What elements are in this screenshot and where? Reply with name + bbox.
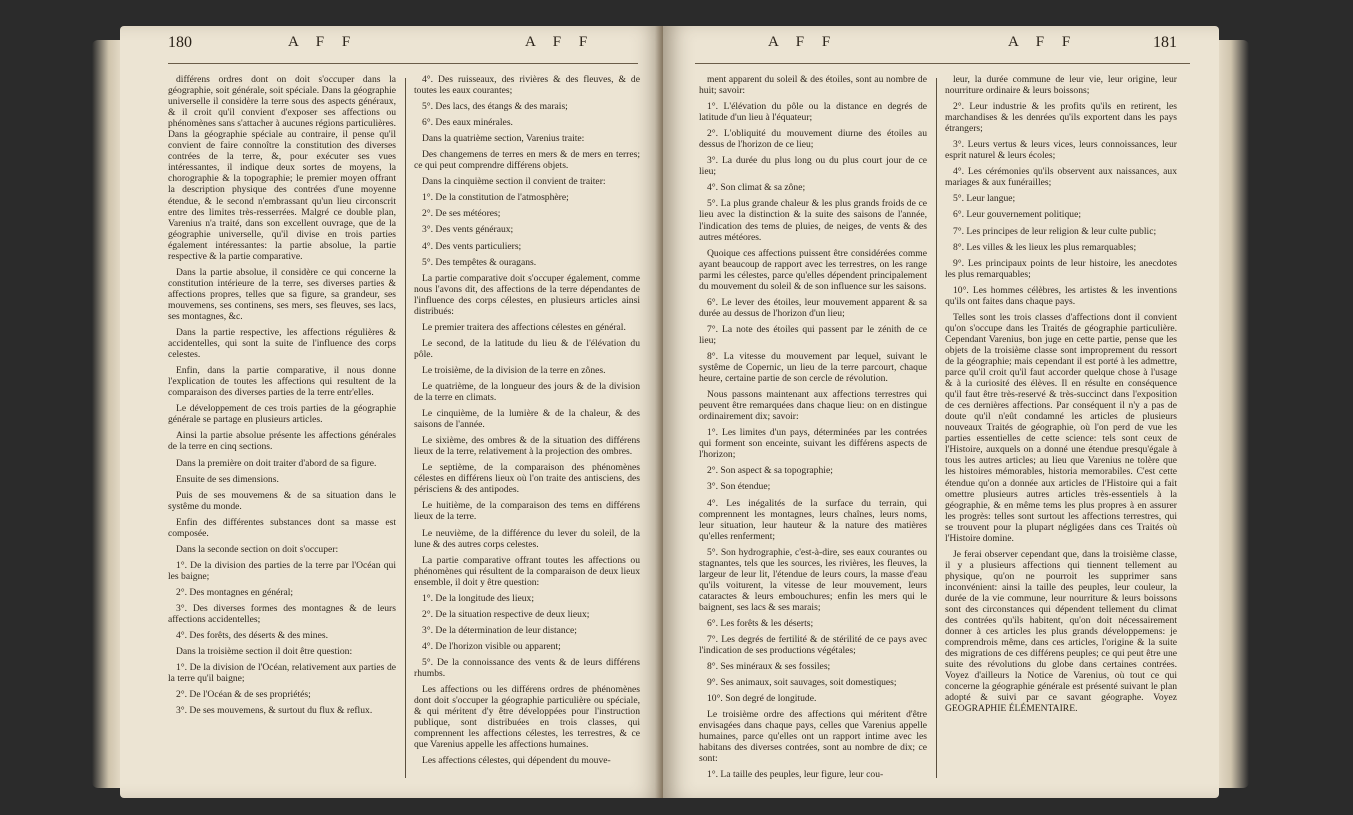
paragraph: 2°. Des montagnes en général;	[176, 586, 294, 598]
column-rule	[936, 78, 937, 778]
paragraph: 4°. De l'horizon visible ou apparent;	[422, 640, 561, 652]
paragraph: Le quatrième, de la longueur des jours & de la division de la terre en climats.	[414, 380, 640, 404]
paragraph: Les affections célestes, qui dépendent du mouve-	[422, 755, 611, 767]
paragraph: 1°. Les limites d'un pays, déterminées par les contrées qui forment son enceinte, suivant les différens aspects de l'horizon;	[699, 427, 927, 461]
paragraph: Dans la partie absolue, il considère ce qui concerne la constitution intérieure de la terre, ses diverses parties & affections propres, telles que sa figure, sa grandeur, ses mouvemens, ses continens, ses mers, ses fleuves, ses lacs, ses montagnes, &c.	[168, 266, 396, 322]
text-column-2	[414, 74, 640, 771]
paragraph: 9°. Ses animaux, soit sauvages, soit domestiques;	[707, 677, 897, 689]
paragraph: 6°. Des eaux minérales.	[422, 117, 513, 129]
paragraph: 8°. La vitesse du mouvement par lequel, suivant le systême de Copernic, un lieu de la terre parcourt, chaque heure, certaine partie de son cercle de révolution.	[699, 350, 927, 385]
paragraph: 5°. De la connoissance des vents & de leurs différens rhumbs.	[414, 656, 640, 679]
paragraph: Les affections ou les différens ordres de phénomènes dont doit s'occuper la géographie particulière ou spéciale, & qui méritent d'y être développées pour l'instruction publique, sont distribuées en trois classes, qui comprennent les affections célestes, les terrestres, & ce que Varenius appelle les affections humaines.	[414, 684, 640, 751]
paragraph: 5°. Leur langue;	[953, 193, 1016, 205]
right-page	[663, 26, 1219, 798]
paragraph: 7°. Les degrés de fertilité & de stérilité de ce pays avec l'indication de ses productions végétales;	[699, 634, 927, 657]
paragraph: Dans la seconde section on doit s'occuper:	[176, 543, 339, 555]
paragraph: Nous passons maintenant aux affections terrestres qui peuvent être remarquées dans chaque lieu: on en distingue ordinairement dix; savoir:	[699, 389, 927, 423]
paragraph: Enfin, dans la partie comparative, il nous donne l'explication de toutes les affections qui resultent de la comparaison des diverses parties de la terre entr'elles.	[168, 365, 396, 399]
paragraph: 3°. Des diverses formes des montagnes & de leurs affections accidentelles;	[168, 602, 396, 626]
paragraph: 3°. De la détermination de leur distance;	[422, 624, 577, 636]
paragraph: Le huitième, de la comparaison des tems en différens lieux de la terre.	[414, 500, 640, 523]
paragraph: 8°. Les villes & les lieux les plus remarquables;	[953, 241, 1137, 253]
header-rule	[695, 63, 1190, 64]
running-head: A F F	[768, 34, 838, 50]
page-number: 181	[1153, 34, 1177, 51]
paragraph: 7°. Les principes de leur religion & leur culte public;	[953, 225, 1157, 237]
paragraph: 5°. Son hydrographie, c'est-à-dire, ses eaux courantes ou stagnantes, tels que les sources, les rivières, les fleuves, la largeur de leur lit, l'étendue de leurs cours, la masse d'eau qu'ils voiturent, la vitesse de leur mouvement, leurs cataractes & leurs embouchures; enfin les mers qui le baignent, ses lacs & ses marais;	[699, 546, 927, 613]
paragraph: 3°. Leurs vertus & leurs vices, leurs connoissances, leur esprit naturel & leurs écoles;	[945, 139, 1177, 162]
text-column-1	[168, 74, 396, 721]
column-rule	[405, 78, 406, 778]
text-column-1	[699, 74, 927, 786]
paragraph: La partie comparative doit s'occuper également, comme nous l'avons dit, des affections de la terre dépendantes de l'influence des corps célestes, en plusieurs articles ainsi distribués:	[414, 272, 640, 317]
paragraph: 2°. Son aspect & sa topographie;	[707, 465, 833, 477]
paragraph: Le troisième ordre des affections qui méritent d'être envisagées dans chaque pays, celles que Varenius appelle humaines, parce qu'elles ont un rapport intime avec les habitans des diverses contrées, sont au nombre de dix; ce sont:	[699, 709, 927, 765]
left-page	[120, 26, 663, 798]
paragraph: 1°. La taille des peuples, leur figure, leur cou-	[707, 769, 884, 781]
paragraph: 3°. De ses mouvemens, & surtout du flux & reflux.	[176, 705, 373, 717]
paragraph: 7°. La note des étoiles qui passent par le zénith de ce lieu;	[699, 323, 927, 346]
paragraph: Puis de ses mouvemens & de sa situation dans le systême du monde.	[168, 489, 396, 512]
paragraph: 3°. La durée du plus long ou du plus court jour de ce lieu;	[699, 155, 927, 178]
paragraph: Dans la quatrième section, Varenius traite:	[422, 133, 585, 145]
paragraph: Le sixième, des ombres & de la situation des différens lieux de la terre, relativement à la projection des ombres.	[414, 435, 640, 458]
paragraph: 2°. Leur industrie & les profits qu'ils en retirent, les marchandises & les denrées qu'ils exportent dans les pays étrangers;	[945, 101, 1177, 135]
paragraph: 1°. De la division des parties de la terre par l'Océan qui les baigne;	[168, 559, 396, 582]
right-page-header	[663, 34, 1219, 58]
paragraph: 4°. Les cérémonies qu'ils observent aux naissances, aux mariages & aux funérailles;	[945, 166, 1177, 189]
paragraph: Le premier traitera des affections célestes en général.	[422, 321, 626, 333]
paragraph: Le cinquième, de la lumière & de la chaleur, & des saisons de l'année.	[414, 408, 640, 431]
paragraph: 4°. Des ruisseaux, des rivières & des fleuves, & de toutes les eaux courantes;	[414, 74, 640, 97]
running-head: A F F	[288, 34, 358, 50]
paragraph: 5°. Des tempêtes & ouragans.	[422, 256, 537, 268]
paragraph: Le septième, de la comparaison des phénomènes célestes en différens lieux où l'on traite des antisciens, des périsciens & des antipodes.	[414, 462, 640, 496]
paragraph: Des changemens de terres en mers & de mers en terres; ce qui peut comprendre différens objets.	[414, 149, 640, 172]
paragraph: Dans la cinquième section il convient de traiter:	[422, 176, 606, 188]
paragraph: 1°. De la longitude des lieux;	[422, 592, 535, 604]
paragraph: 5°. La plus grande chaleur & les plus grands froids de ce lieu avec la distinction & la suite des saisons de l'année, l'indication des tems de pluies, de neiges, de vents & des autres météores.	[699, 198, 927, 243]
paragraph: Ainsi la partie absolue présente les affections générales de la terre en cinq sections.	[168, 430, 396, 453]
header-rule	[168, 63, 638, 64]
paragraph: Le second, de la latitude du lieu & de l'élévation du pôle.	[414, 337, 640, 360]
paragraph: ment apparent du soleil & des étoiles, sont au nombre de huit; savoir:	[699, 74, 927, 97]
right-page-edge	[1219, 40, 1249, 788]
paragraph: différens ordres dont on doit s'occuper dans la géographie, soit générale, soit spéciale. Dans la géographie universelle il considère la terre sous des aspects généraux, & il croit qu'il convient d'exposer ses affections ou phénomènes sans s'attacher à aucunes régions particulières. Dans la géographie spéciale au contraire, il pense qu'il convient de faire connoître la constitution des diverses contrées de la terre, &, pour exécuter ses vues intéressantes, il indique deux sortes de moyens, la chorographie & la topographie; le premier moyen offrant la description physique des contrées d'une moyenne étendue, & le second n'embrassant qu'un lieu circonscrit entre des limites très-resserrées. Malgré ce double plan, Varenius n'a traité, dans son excellent ouvrage, que de la géographie universelle, qu'il divise en trois parties également intéressantes: la partie absolue, la partie respective & la partie comparative.	[168, 74, 396, 262]
paragraph: 6°. Les forêts & les déserts;	[707, 617, 814, 629]
paragraph: 1°. L'élévation du pôle ou la distance en degrés de latitude d'un lieu à l'équateur;	[699, 101, 927, 124]
paragraph: 4°. Les inégalités de la surface du terrain, qui comprennent les montagnes, leurs chaînes, leurs noms, leur situation, leur hauteur & la nature des matières qu'elles renferment;	[699, 497, 927, 542]
paragraph: 10°. Les hommes célèbres, les artistes & les inventions qu'ils ont faites dans chaque pays.	[945, 284, 1177, 307]
paragraph: leur, la durée commune de leur vie, leur origine, leur nourriture ordinaire & leurs boissons;	[945, 74, 1177, 97]
paragraph: 4°. Des forêts, des déserts & des mines.	[176, 630, 328, 642]
paragraph: 4°. Son climat & sa zône;	[707, 182, 806, 194]
paragraph: 4°. Des vents particuliers;	[422, 240, 522, 252]
paragraph: Dans la troisième section il doit être question:	[176, 646, 353, 658]
paragraph: Dans la première on doit traiter d'abord de sa figure.	[176, 457, 377, 469]
paragraph: Ensuite de ses dimensions.	[176, 473, 279, 485]
paragraph: 10°. Son degré de longitude.	[707, 693, 817, 705]
paragraph: Je ferai observer cependant que, dans la troisième classe, il y a plusieurs affections qui tiennent tellement au physique, qu'on ne pourroit les supprimer sans inconvénient: ainsi la taille des peuples, leur couleur, la durée de la vie commune, leur nourriture & leurs boissons sont des circonstances qui dépendent tellement du climat des contrées qu'ils habitent, qu'on doit nécessairement donner à ces articles les plus grands développemens: je comprendrois même, dans ces articles, l'origine & la suite des migrations de ces différens peuples; ce qui peut être une suite des révolutions du globe dans certaines contrées. Voyez d'ailleurs la Notice de Varenius, où tout ce qui concerne la géographie générale est présenté suivant le plan adopté & suivi par ce savant géographe. Voyez GEOGRAPHIE ÉLÉMENTAIRE.	[945, 548, 1177, 715]
paragraph: 6°. Leur gouvernement politique;	[953, 209, 1081, 221]
paragraph: Dans la partie respective, les affections régulières & accidentelles, qui sont la suite de l'influence des corps celestes.	[168, 327, 396, 361]
paragraph: 9°. Les principaux points de leur histoire, les anecdotes les plus remarquables;	[945, 257, 1177, 280]
paragraph: 3°. Des vents généraux;	[422, 224, 514, 236]
paragraph: La partie comparative offrant toutes les affections ou phénomènes qui résultent de la comparaison de deux lieux ensemble, il doit y être question:	[414, 554, 640, 588]
paragraph: Enfin des différentes substances dont sa masse est composée.	[168, 516, 396, 539]
running-head: A F F	[1008, 34, 1078, 50]
paragraph: 2°. De l'Océan & de ses propriétés;	[176, 689, 311, 701]
paragraph: 1°. De la constitution de l'atmosphère;	[422, 192, 569, 204]
paragraph: 2°. L'obliquité du mouvement diurne des étoiles au dessus de l'horizon de ce lieu;	[699, 128, 927, 151]
paragraph: 1°. De la division de l'Océan, relativement aux parties de la terre qu'il baigne;	[168, 662, 396, 685]
running-head: A F F	[525, 34, 595, 50]
page-number: 180	[168, 34, 192, 51]
paragraph: 5°. Des lacs, des étangs & des marais;	[422, 101, 568, 113]
left-page-header	[120, 34, 663, 58]
paragraph: Le développement de ces trois parties de la géographie générale se partage en plusieurs articles.	[168, 403, 396, 426]
paragraph: Telles sont les trois classes d'affections dont il convient qu'on s'occupe dans les Traités de géographie particulière. Cependant Varenius, bon juge en cette partie, pense que les objets de la troisième classe sont improprement du ressort de la géographie; mais cependant il est porté à les admettre, parce qu'il croit qu'il faut accorder quelque chose à l'usage & à la curiosité des élèves. Il en résulte en conséquence qu'il faut être très-reservé & très-succinct dans l'exposition de ces dernières affections. Par conséquent il n'y a pas de doute qu'il n'eût condamné les articles de plusieurs nouveaux Traités de géographie, où l'on perd de vue les parties essentielles de cette science: tels sont ceux de l'Histoire, auxquels on a donné une étendue presqu'égale à tous les autres articles; au lieu que Varenius ne tolère que les histoires mémorables, historia memorabiles. C'est cette étendue qu'on a donnée aux articles de l'Histoire qui a fait omettre plusieurs autres articles très-essentiels à la géographie, & en même tems les plus propres à en assurer les progrès: telles sont surtout les affections terrestres, qui se trouvent pour la plupart négligées dans ces Traités où l'Histoire domine.	[945, 311, 1177, 544]
paragraph: Quoique ces affections puissent être considérées comme ayant beaucoup de rapport avec les terrestres, on les range parmi les célestes, parce qu'elles dépendent principalement du mouvement du soleil & de son influence sur les saisons.	[699, 247, 927, 292]
paragraph: Le neuvième, de la différence du lever du soleil, de la lune & des autres corps celestes.	[414, 527, 640, 550]
paragraph: Le troisième, de la division de la terre en zônes.	[422, 364, 606, 376]
text-column-2	[945, 74, 1177, 719]
left-page-edge	[92, 40, 120, 788]
paragraph: 8°. Ses minéraux & ses fossiles;	[707, 661, 831, 673]
paragraph: 3°. Son étendue;	[707, 481, 771, 493]
paragraph: 2°. De la situation respective de deux lieux;	[422, 608, 590, 620]
paragraph: 6°. Le lever des étoiles, leur mouvement apparent & sa durée au dessus de l'horizon d'un lieu;	[699, 296, 927, 319]
paragraph: 2°. De ses météores;	[422, 208, 501, 220]
